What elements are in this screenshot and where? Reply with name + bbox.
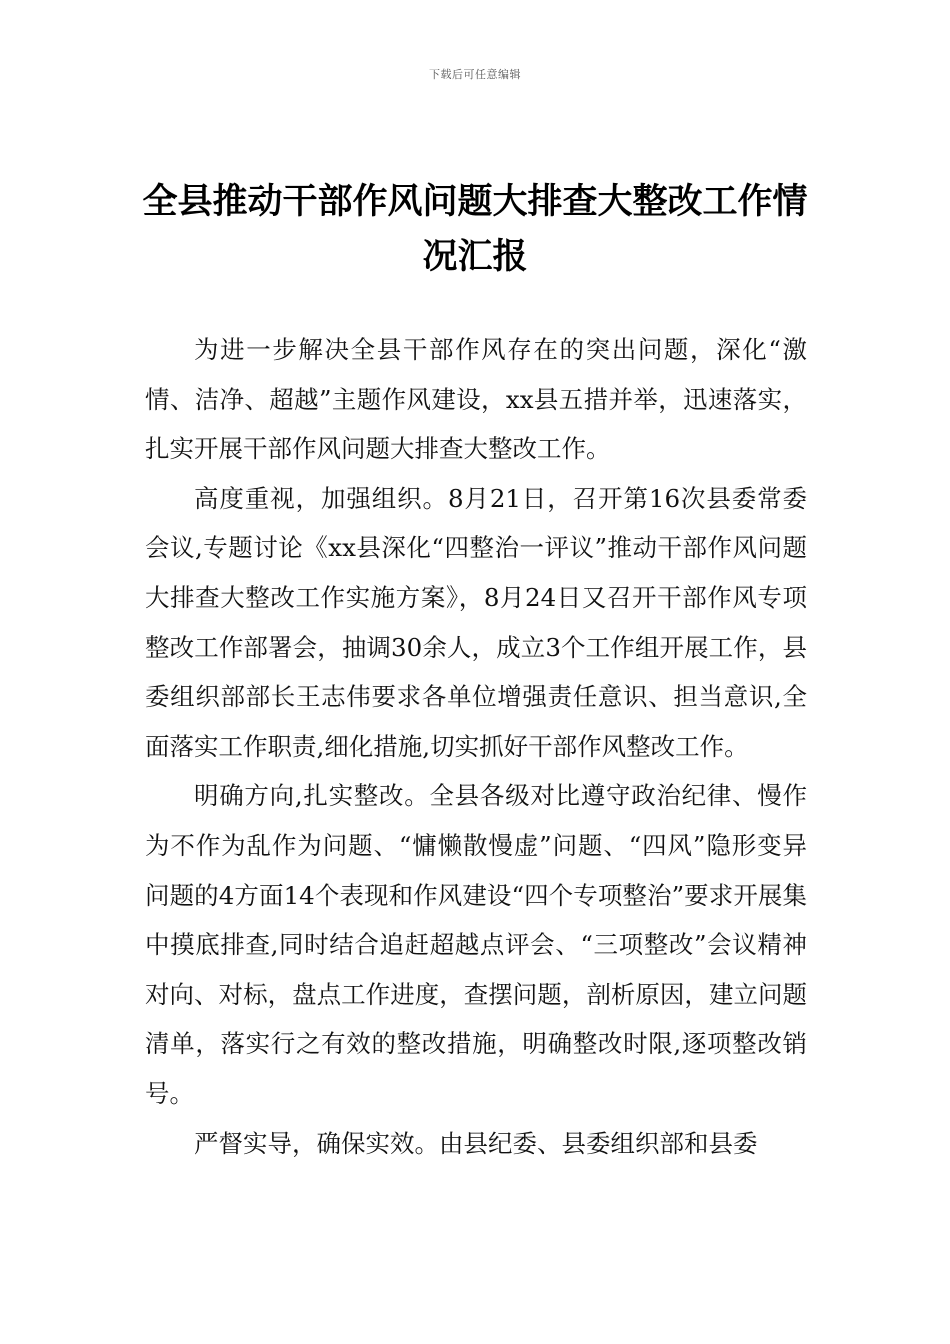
document-body (145, 325, 807, 1168)
paragraph-organization: 高度重视，加强组织。8月21日，召开第16次县委常委会议,专题讨论《xx县深化“四整治一评议”推动干部作风问题大排查大整改工作实施方案》，8月24日又召开干部作风专项整改工作部署会，抽调30余人，成立3个工作组开展工作，县委组织部部长王志伟要求各单位增强责任意识、担当意识,全面落实工作职责,细化措施,切实抓好干部作风整改工作。 (145, 483, 807, 761)
paragraph-rectification: 明确方向,扎实整改。全县各级对比遵守政治纪律、慢作为不作为乱作为问题、“慵懒散慢虚”问题、“四风”隐形变异问题的4方面14个表现和作风建设“四个专项整治”要求开展集中摸底排查,同时结合追赶超越点评会、“三项整改”会议精神对向、对标，盘点工作进度，查摆问题，剖析原因，建立问题清单，落实行之有效的整改措施，明确整改时限,逐项整改销号。 (145, 781, 807, 1108)
document-title: 全县推动干部作风问题大排查大整改工作情况汇报 (142, 182, 808, 277)
header-note: 下载后可任意编辑 (429, 68, 521, 81)
paragraph-supervision: 严督实导，确保实效。由县纪委、县委组织部和县委 (194, 1128, 758, 1158)
paragraph-intro: 为进一步解决全县干部作风存在的突出问题，深化“激情、洁净、超越”主题作风建设，xx县五措并举，迅速落实，扎实开展干部作风问题大排查大整改工作。 (145, 335, 807, 464)
